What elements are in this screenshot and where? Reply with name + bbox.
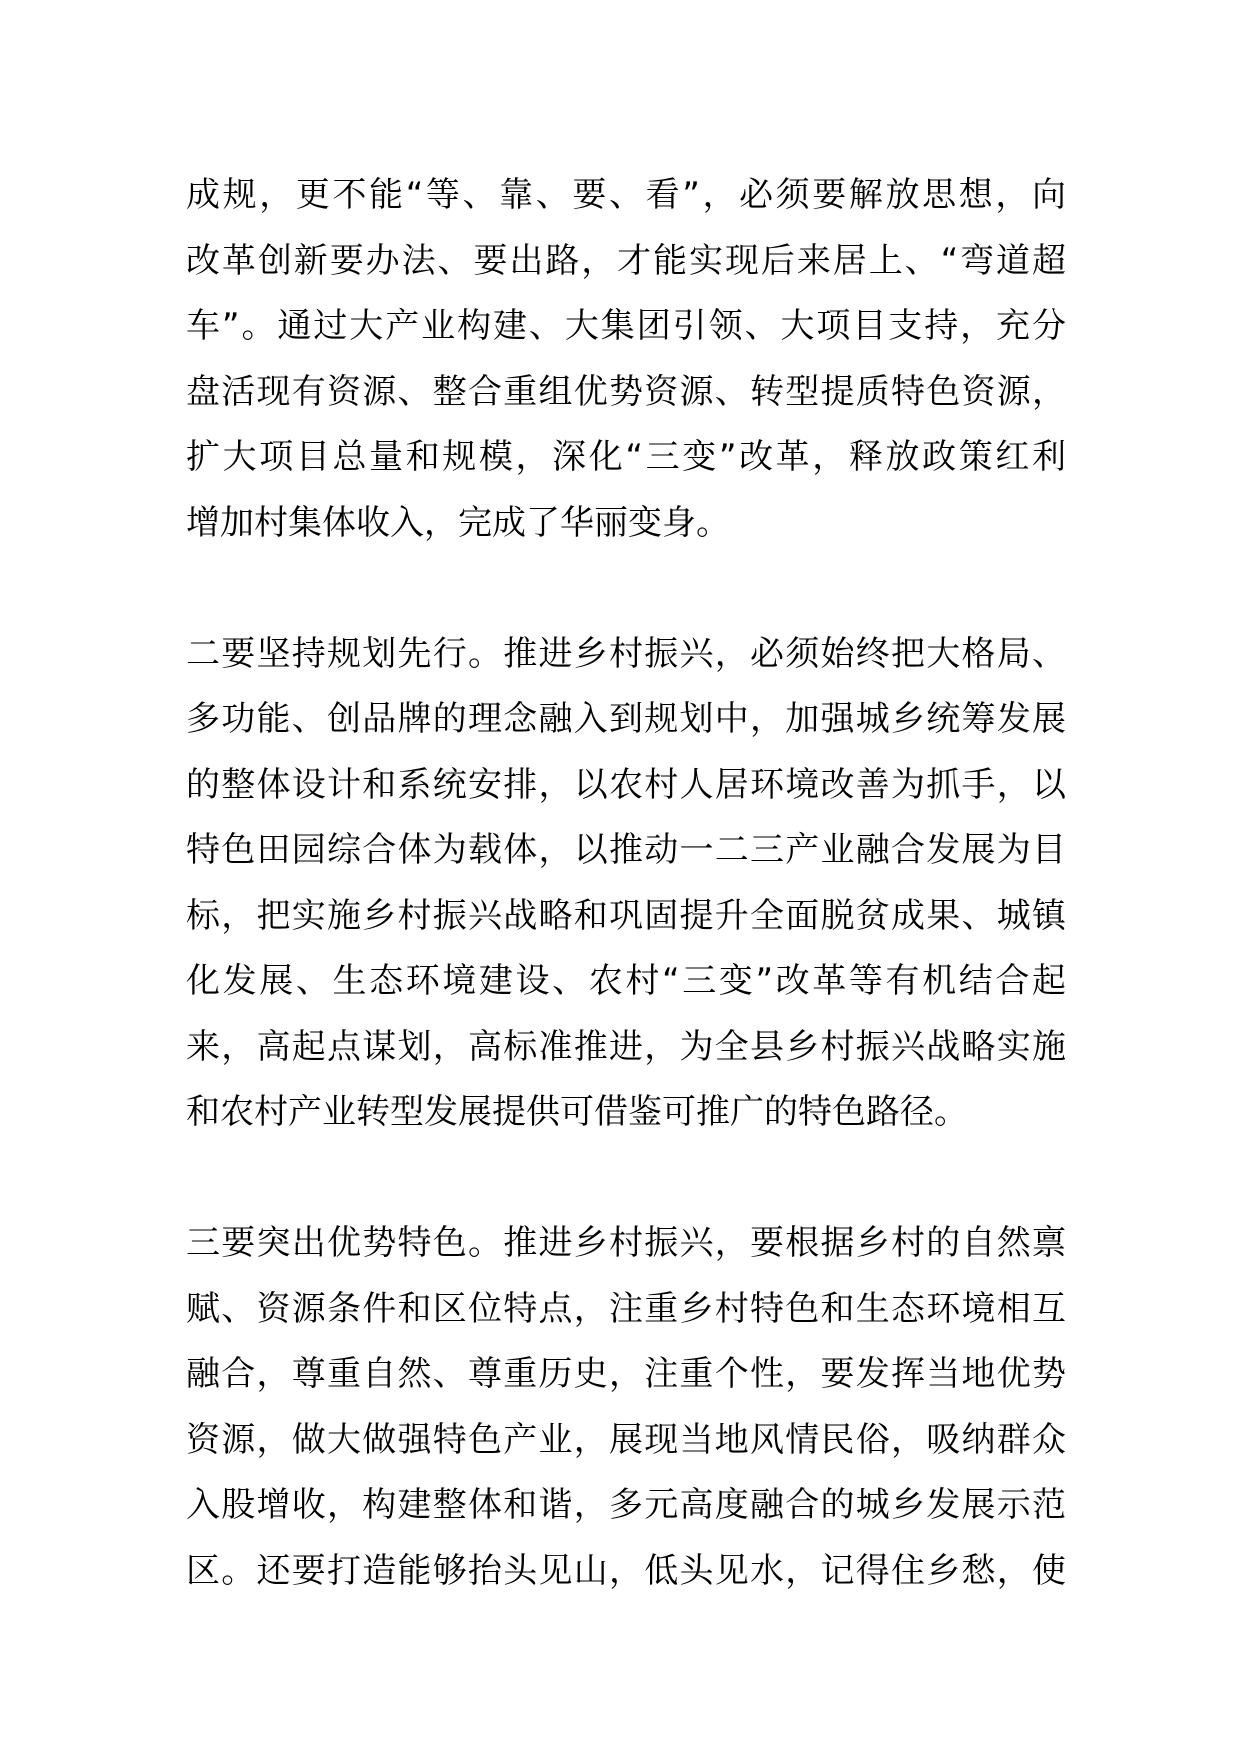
text-line: 资源，做大做强特色产业，展现当地风情民俗，吸纳群众 xyxy=(186,1419,1066,1460)
text-line: 扩大项目总量和规模，深化“三变”改革，释放政策红利 xyxy=(186,437,1066,477)
text-line: 改革创新要办法、要出路，才能实现后来居上、“弯道超 xyxy=(186,240,1066,281)
text-line: 车”。通过大产业构建、大集团引领、大项目支持，充分 xyxy=(186,306,1066,346)
text-line: 区。还要打造能够抬头见山，低头见水，记得住乡愁，使 xyxy=(186,1550,1066,1591)
text-line: 成规，更不能“等、靠、要、看”，必须要解放思想，向 xyxy=(186,175,1066,215)
text-line: 来，高起点谋划，高标准推进，为全县乡村振兴战略实施 xyxy=(186,1026,1066,1067)
text-line: 和农村产业转型发展提供可借鉴可推广的特色路径。 xyxy=(186,1092,968,1132)
text-line: 盘活现有资源、整合重组优势资源、转型提质特色资源， xyxy=(186,371,1066,412)
text-line: 多功能、创品牌的理念融入到规划中，加强城乡统筹发展 xyxy=(186,699,1066,739)
text-line: 入股增收，构建整体和谐，多元高度融合的城乡发展示范 xyxy=(186,1485,1066,1525)
paragraph-spacer xyxy=(186,1146,1066,1212)
text-line: 增加村集体收入，完成了华丽变身。 xyxy=(186,502,730,543)
document-body xyxy=(186,163,1066,1604)
text-line: 的整体设计和系统安排，以农村人居环境改善为抓手，以 xyxy=(186,764,1066,805)
text-line: 赋、资源条件和区位特点，注重乡村特色和生态环境相互 xyxy=(186,1288,1066,1329)
text-line: 二要坚持规划先行。推进乡村振兴，必须始终把大格局、 xyxy=(186,633,1066,674)
text-line: 特色田园综合体为载体，以推动一二三产业融合发展为目 xyxy=(186,830,1066,870)
text-line: 标，把实施乡村振兴战略和巩固提升全面脱贫成果、城镇 xyxy=(186,895,1066,936)
paragraph-2 xyxy=(186,622,1066,1146)
text-line: 三要突出优势特色。推进乡村振兴，要根据乡村的自然禀 xyxy=(186,1223,1066,1263)
text-line: 融合，尊重自然、尊重历史，注重个性，要发挥当地优势 xyxy=(186,1354,1066,1394)
text-line: 化发展、生态环境建设、农村“三变”改革等有机结合起 xyxy=(186,961,1066,1001)
paragraph-1 xyxy=(186,163,1066,556)
paragraph-spacer xyxy=(186,556,1066,622)
paragraph-3 xyxy=(186,1211,1066,1604)
